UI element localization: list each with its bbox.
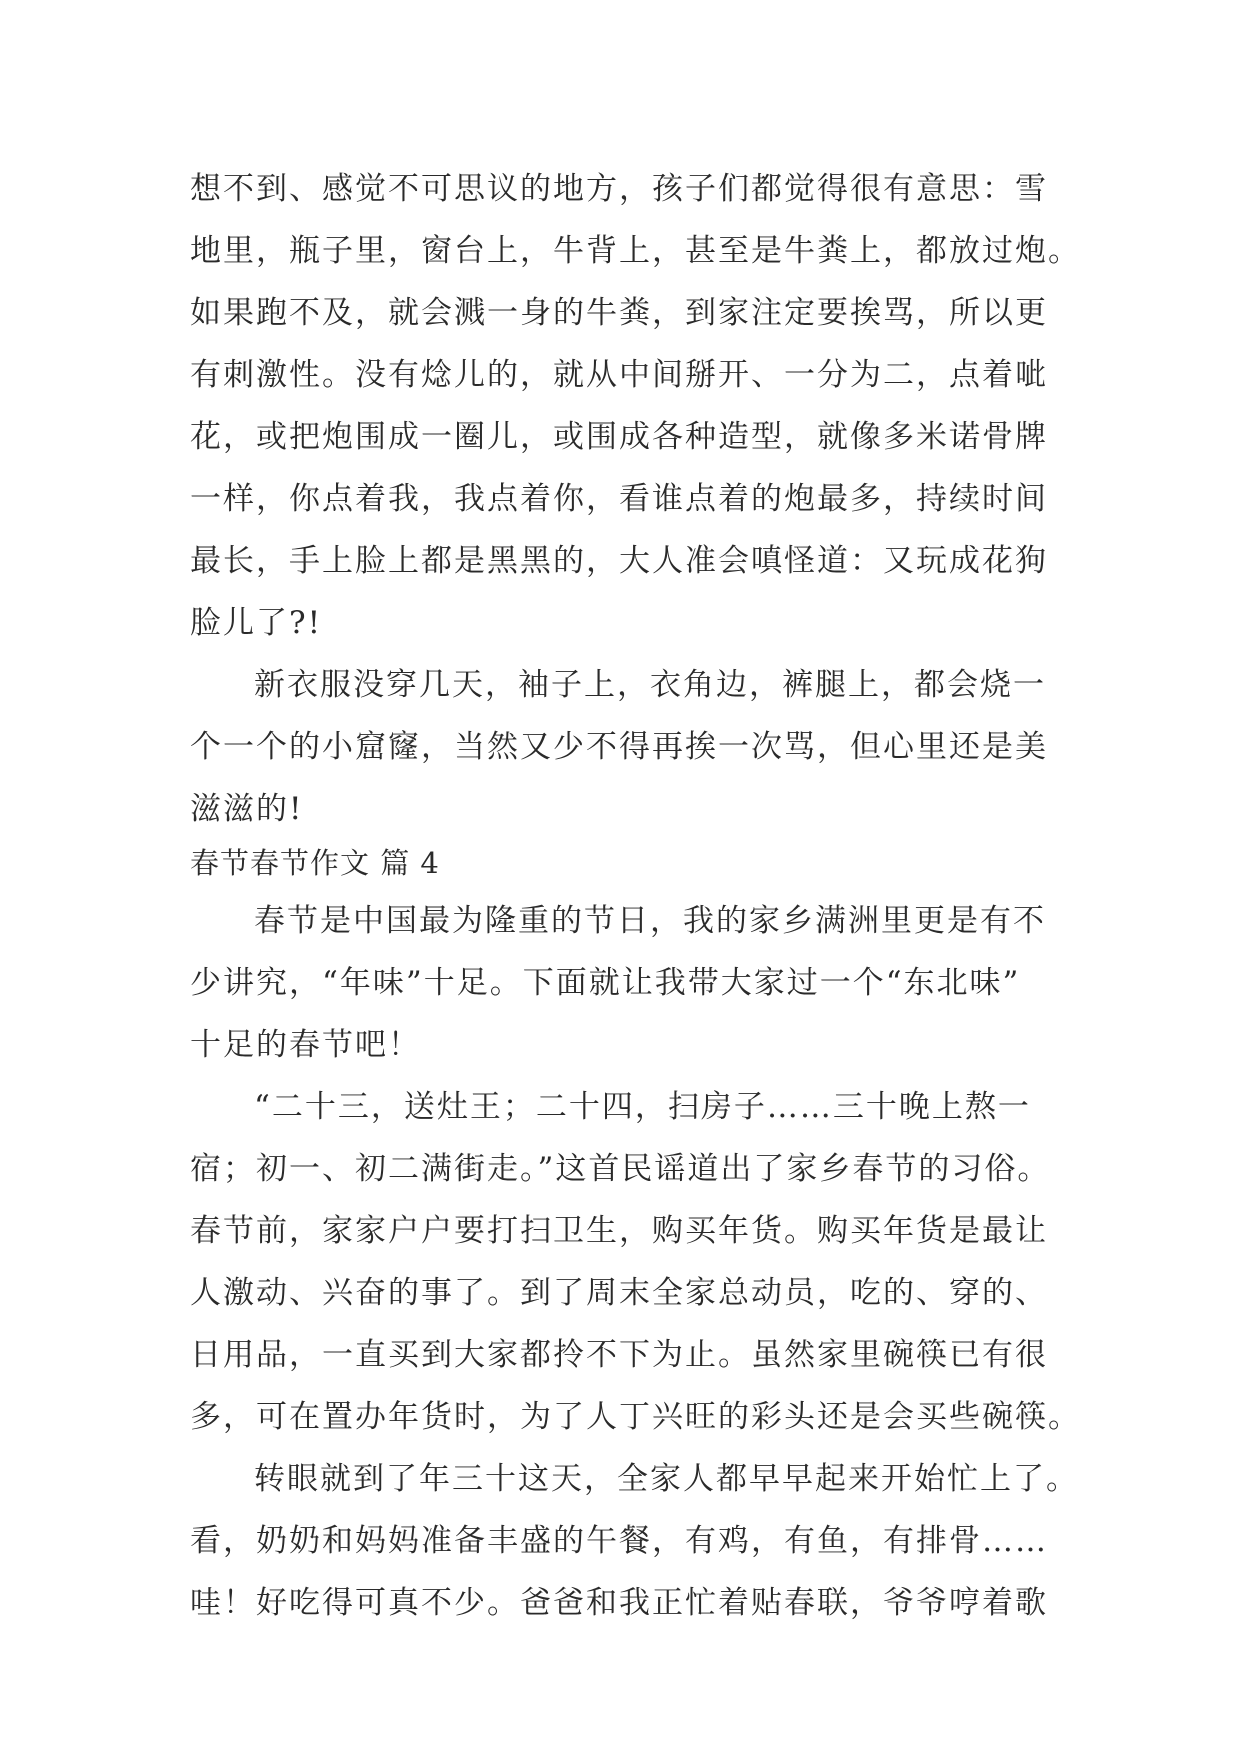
text-line: 个一个的小窟窿，当然又少不得再挨一次骂，但心里还是美: [190, 729, 1048, 765]
text-line: 少讲究，“年味”十足。下面就让我带大家过一个“东北味”: [190, 965, 1021, 1001]
text-line: 滋滋的!: [190, 791, 304, 827]
text-line: 人激动、兴奋的事了。到了周末全家总动员，吃的、穿的、: [190, 1275, 1048, 1311]
text-line: 日用品，一直买到大家都拎不下为止。虽然家里碗筷已有很: [190, 1337, 1048, 1373]
text-line: 有刺激性。没有焾儿的，就从中间掰开、一分为二，点着呲: [190, 357, 1048, 393]
text-line: 多，可在置办年货时，为了人丁兴旺的彩头还是会买些碗筷。: [190, 1399, 1081, 1435]
text-line: 十足的春节吧！: [190, 1027, 421, 1063]
text-line: 脸儿了?!: [190, 605, 323, 641]
paragraph-start-line: 春节是中国最为隆重的节日，我的家乡满洲里更是有不: [254, 903, 1046, 939]
text-line: 想不到、感觉不可思议的地方，孩子们都觉得很有意思：雪: [190, 171, 1048, 207]
text-line: 如果跑不及，就会溅一身的牛粪，到家注定要挨骂，所以更: [190, 295, 1048, 331]
text-line: 宿；初一、初二满街走。”这首民谣道出了家乡春节的习俗。: [190, 1151, 1051, 1187]
section-heading: 春节春节作文 篇 4: [190, 846, 440, 880]
paragraph-start-line: “二十三，送灶王；二十四，扫房子……三十晚上熬一: [254, 1089, 1031, 1125]
paragraph-start-line: 转眼就到了年三十这天，全家人都早早起来开始忙上了。: [254, 1461, 1079, 1497]
text-line: 春节前，家家户户要打扫卫生，购买年货。购买年货是最让: [190, 1213, 1048, 1249]
paragraph-start-line: 新衣服没穿几天，袖子上，衣角边，裤腿上，都会烧一: [254, 667, 1046, 703]
document-body: [190, 158, 1081, 1634]
text-line: 花，或把炮围成一圈儿，或围成各种造型，就像多米诺骨牌: [190, 419, 1048, 455]
text-line: 地里，瓶子里，窗台上，牛背上，甚至是牛粪上，都放过炮。: [190, 233, 1081, 269]
text-line: 看，奶奶和妈妈准备丰盛的午餐，有鸡，有鱼，有排骨……: [190, 1523, 1048, 1559]
text-line: 哇！好吃得可真不少。爸爸和我正忙着贴春联，爷爷哼着歌: [190, 1585, 1048, 1621]
text-line: 一样，你点着我，我点着你，看谁点着的炮最多，持续时间: [190, 481, 1048, 517]
text-line: 最长，手上脸上都是黑黑的，大人准会嗔怪道：又玩成花狗: [190, 543, 1048, 579]
